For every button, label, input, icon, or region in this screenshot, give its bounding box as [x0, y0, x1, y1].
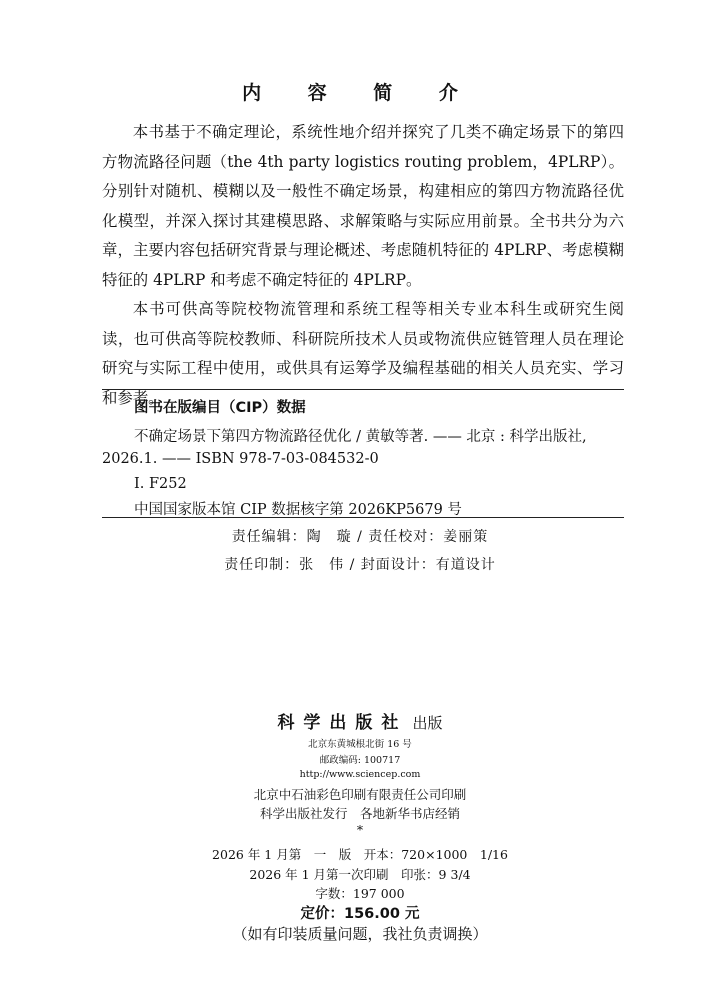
price: 定价：156.00 元 [300, 906, 420, 922]
intro-paragraph-1: 本书基于不确定理论，系统性地介绍并探究了几类不确定场景下的第四方物流路径问题（the 4th party logistics routing problem，4PLRP）。分别针对随机、模糊以及一般性不确定场景，构建相应的第四方物流路径优化模型，并深入探讨其建模思路、求解策略与实际应用前景。全书共分为六章，主要内容包括研究背景与理论概述、考虑随机特征的 4PLRP、考虑模糊特征的 4PLRP 和考虑不确定特征的 4PLRP。 [102, 123, 624, 289]
cip-line-4: 中国国家版本馆 CIP 数据核字第 2026KP5679 号 [134, 502, 462, 518]
cip-line-3: I. F252 [134, 476, 187, 492]
quality-note: （如有印装质量问题，我社负责调换） [232, 925, 488, 943]
credits-line-2: 责任印制：张 伟 / 封面设计：有道设计 [224, 557, 496, 573]
printer-line: 北京中石油彩色印刷有限责任公司印刷 [253, 787, 467, 802]
publisher-suffix: 出版 [412, 714, 443, 732]
cip-bottom-rule [102, 517, 624, 518]
cip-top-rule [102, 389, 624, 390]
credits-line-1: 责任编辑：陶 璇 / 责任校对：姜丽策 [231, 529, 489, 545]
distribution-line: 科学出版社发行 各地新华书店经销 [259, 806, 460, 821]
publisher-url: http://www.sciencep.com [299, 769, 421, 780]
word-count: 字数：197 000 [315, 886, 405, 901]
publisher-address: 北京东黄城根北街 16 号 [308, 739, 412, 750]
intro-paragraph-2: 本书可供高等院校物流管理和系统工程等相关专业本科生或研究生阅读，也可供高等院校教师、科研院所技术人员或物流供应链管理人员在理论研究与实际工程中使用，或供具有运筹学及编程基础的相关人员充实、学习和参考。 [102, 300, 624, 407]
publisher-name: 科学出版社 [277, 713, 408, 733]
cip-line-2: 2026.1. —— ISBN 978-7-03-084532-0 [102, 451, 379, 467]
edition-line-1: 2026 年 1 月第 一 版 开本：720×1000 1/16 [212, 847, 508, 862]
publisher-postcode: 邮政编码: 100717 [319, 755, 401, 766]
cip-line-1: 不确定场景下第四方物流路径优化 / 黄敏等著. —— 北京 : 科学出版社, [134, 429, 587, 445]
publisher-line [0, 708, 720, 733]
separator-star: * [356, 822, 364, 837]
page-title: 内 容 简 介 [242, 82, 478, 104]
edition-line-2: 2026 年 1 月第一次印刷 印张：9 3/4 [249, 867, 471, 882]
cip-heading: 图书在版编目（CIP）数据 [134, 400, 306, 416]
book-introduction [102, 118, 624, 413]
